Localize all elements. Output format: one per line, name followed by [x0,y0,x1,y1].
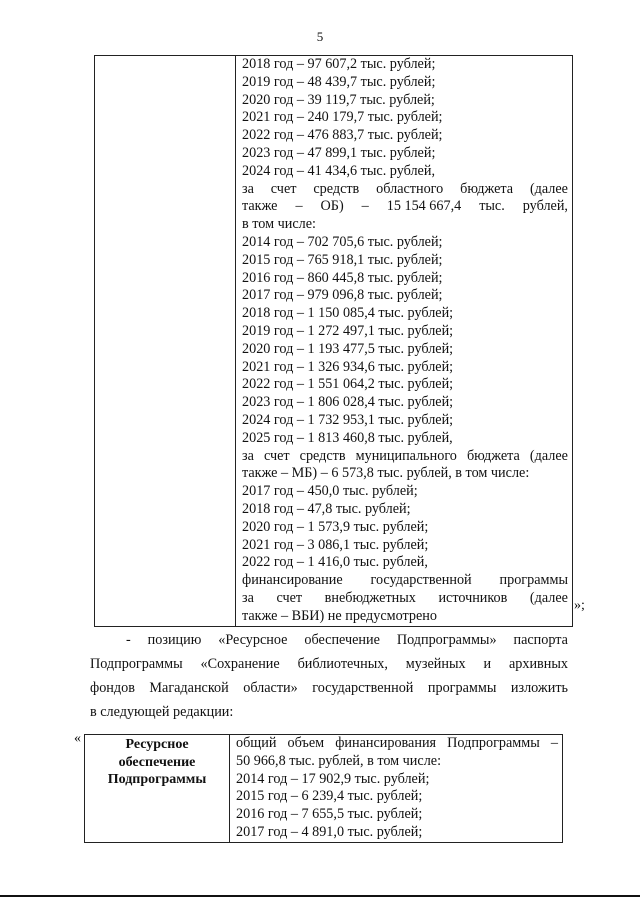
word: счет [263,447,290,464]
paragraph-word: библиотечных, [297,656,388,672]
justified-line [242,572,568,590]
paragraph-word: «Сохранение [200,656,280,672]
paragraph-word: и [483,656,492,672]
funding-line: 2021 год – 240 179,7 тыс. рублей; [242,109,443,126]
opening-quote: « [74,731,81,746]
paragraph-word: архивных [508,656,568,672]
word: Подпрограммы [447,735,540,751]
funding-line: 2014 год – 17 902,9 тыс. рублей; [236,770,430,787]
funding-line: 2016 год – 860 445,8 тыс. рублей; [242,269,443,286]
paragraph-word: Подпрограммы» [396,632,497,648]
funding-line: 2018 год – 1 150 085,4 тыс. рублей; [242,305,454,322]
word: – [295,198,303,215]
paragraph-word: паспорта [513,632,568,648]
page-number: 5 [316,29,324,44]
paragraph-word: «Ресурсное [218,632,288,648]
funding-details-cell [236,56,573,627]
resource-provision-details-cell [230,735,563,843]
funding-line: 2014 год – 702 705,6 тыс. рублей; [242,233,443,250]
funding-line: 2019 год – 48 439,7 тыс. рублей; [242,73,436,90]
closing-quote: »; [574,598,585,613]
paragraph-word: - [126,632,131,648]
funding-line: 2017 год – 450,0 тыс. рублей; [242,483,418,500]
funding-line: 2025 год – 1 813 460,8 тыс. рублей, [242,429,453,446]
funding-line: 2020 год – 39 119,7 тыс. рублей; [242,91,435,108]
funding-line: 2018 год – 97 607,2 тыс. рублей; [242,56,436,72]
funding-line: 2021 год – 1 326 934,6 тыс. рублей; [242,358,454,375]
word: муниципального [355,447,457,464]
paragraph-line-3 [90,676,568,700]
page-bottom-rule [0,895,640,897]
funding-line: 2024 год – 41 434,6 тыс. рублей, [242,162,435,179]
word: объем [287,735,325,751]
word: финансирования [335,735,437,751]
funding-line: 50 966,8 тыс. рублей, в том числе: [236,752,442,769]
word: 15 154 667,4 [386,198,462,215]
word: областного [376,180,444,197]
word: источников [438,589,508,606]
funding-line: 2017 год – 979 096,8 тыс. рублей; [242,287,443,304]
word: внебюджетных [324,589,416,606]
paragraph-word: государственной [312,680,414,696]
paragraph-word: изложить [510,680,568,696]
funding-line: также – ВБИ) не предусмотрено [242,607,437,624]
paragraph-line-2 [90,652,568,676]
justified-line [236,735,558,753]
funding-line: в том числе: [242,216,316,233]
word: (далее [529,180,568,197]
funding-line: 2015 год – 6 239,4 тыс. рублей; [236,788,423,805]
funding-line: 2022 год – 1 416,0 тыс. рублей, [242,554,428,571]
paragraph-word: Подпрограммы [90,656,183,672]
funding-line: 2023 год – 47 899,1 тыс. рублей; [242,144,436,161]
word: за [242,447,254,464]
label-cell-empty [95,56,236,627]
funding-line: также – МБ) – 6 573,8 тыс. рублей, в том числе: [242,465,530,482]
word: счет [276,589,303,606]
justified-line [242,181,568,199]
word: – [550,735,558,751]
word: тыс. [479,198,505,215]
funding-line: 2019 год – 1 272 497,1 тыс. рублей; [242,322,454,339]
justified-line [242,198,568,216]
resource-provision-label: Ресурсное обеспечение Подпрограммы [107,737,207,787]
word: рублей, [522,198,568,215]
word: бюджета [466,447,520,464]
justified-line [242,590,568,608]
funding-line: 2018 год – 47,8 тыс. рублей; [242,500,411,517]
word: – [361,198,369,215]
word: финансирование [242,572,343,589]
paragraph-word: области» [243,680,298,696]
funding-table-continued [94,55,573,627]
word: государственной [370,572,472,589]
funding-line: 2024 год – 1 732 953,1 тыс. рублей; [242,411,454,428]
word: средств [299,447,346,464]
resource-provision-label-cell [85,735,230,843]
word: ОБ) [320,198,344,215]
funding-line: 2016 год – 7 655,5 тыс. рублей; [236,806,423,823]
funding-line: 2022 год – 1 551 064,2 тыс. рублей; [242,376,454,393]
funding-line: 2015 год – 765 918,1 тыс. рублей; [242,251,443,268]
funding-line: 2020 год – 1 193 477,5 тыс. рублей; [242,340,454,357]
paragraph-word: музейных [405,656,466,672]
funding-line: 2023 год – 1 806 028,4 тыс. рублей; [242,394,454,411]
word: бюджета [460,180,514,197]
paragraph-line-1 [126,628,568,652]
word: также [242,198,278,215]
paragraph-word: программы [427,680,497,696]
paragraph-word: обеспечение [304,632,380,648]
word: (далее [529,447,568,464]
word: общий [236,735,277,751]
resource-provision-table [84,734,563,843]
funding-line: 2022 год – 476 883,7 тыс. рублей; [242,127,443,144]
paragraph-word: фондов [90,680,135,696]
paragraph-word: Магаданской [149,680,229,696]
word: средств [313,180,360,197]
word: за [242,180,254,197]
word: (далее [529,589,568,606]
funding-line: 2021 год – 3 086,1 тыс. рублей; [242,536,429,553]
word: за [242,589,254,606]
paragraph-word: позицию [147,632,202,648]
paragraph-line-4: в следующей редакции: [90,704,234,720]
justified-line [242,448,568,466]
funding-line: 2020 год – 1 573,9 тыс. рублей; [242,518,429,535]
funding-details-lines [236,56,572,626]
word: программы [499,572,568,589]
resource-provision-lines [230,735,562,842]
funding-line: 2017 год – 4 891,0 тыс. рублей; [236,823,423,840]
word: счет [270,180,297,197]
